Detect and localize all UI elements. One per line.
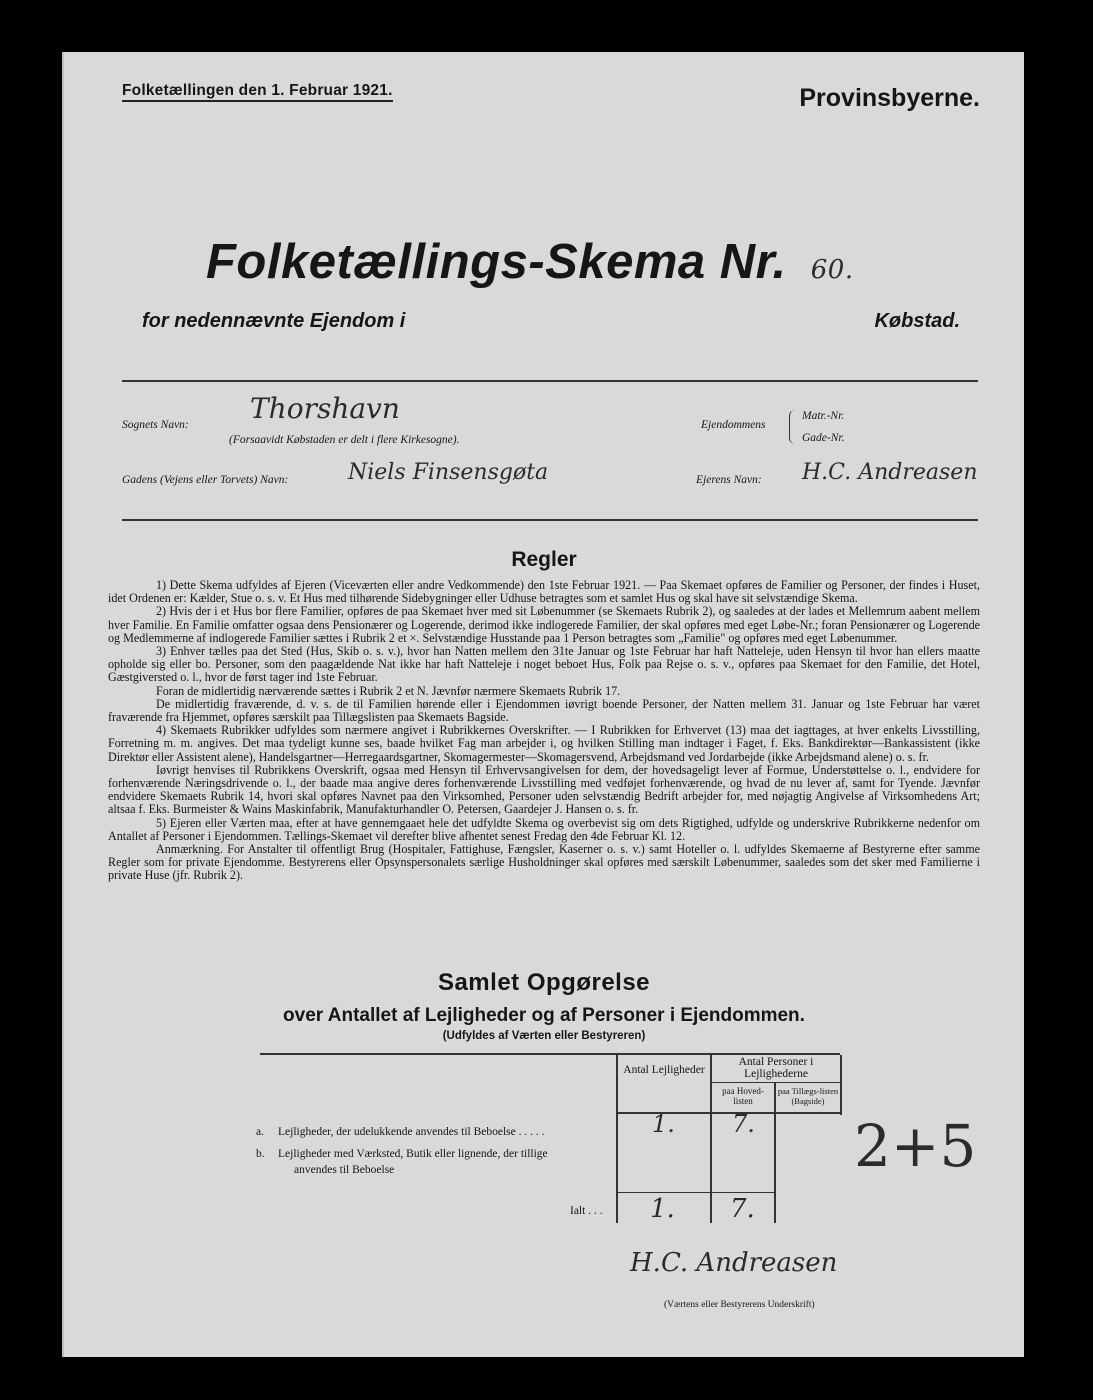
rule-paragraph: 4) Skemaets Rubrikker udfyldes som nærmere angivet i Rubrikkernes Overskrifter. — I Rubrikken for Erhvervet (13) maa det iagttages, at hver enkelts Livsstilling, Forretning m. m. angives. Det maa tydeligt kunne ses, baade hvilket Fag man arbejder i, og hvilken Stilling man indtager i Faget, f. Eks. Bankdirektør—Bankassistent (ikke Direktør eller Assistent alene), Handelsgartner—Herregaardsgartner, Skomagermester—Skomagersvend, Arbejdsmand ved Jordarbejde (ikke Arbejdsmand alene) o. s. fr. bbox=[108, 723, 980, 764]
owner-label: Ejerens Navn: bbox=[696, 474, 762, 486]
margin-note-handwritten: 2+5 bbox=[854, 1112, 977, 1180]
rule-paragraph: 5) Ejeren eller Værten maa, efter at have gennemgaaet hele det udfyldte Skema og overbevist sig om dets Rigtighed, udfylde og underskrive Rubrikkerne nedenfor om Antallet af Personer i Ejendommen. Tællings-Skemaet vil derefter blive afhentet senest Fredag den 4de Februar Kl. 12. bbox=[108, 815, 980, 843]
rule-bottom bbox=[122, 519, 978, 521]
col-head-persons: Antal Personer i Lejlighederne bbox=[738, 1056, 814, 1080]
rule-paragraph: Iøvrigt henvises til Rubrikkens Overskrift, ogsaa med Hensyn til Erhvervsangivelsen for dem, der hovedsageligt lever af Formue, Understøttelse o. l., endvidere for forhenværende Næringsdrivende o. l., der baade maa angive deres forhenværende Livsstilling med vedføjet forhenværende, og hvad de nu lever af, samt for Tyende. Jævnfør endvidere Skemaets Rubrik 14, hvori skal opføres Navnet paa den Virksomhed, Personer uden selvstændig Bedrift arbejder for, med nøjagtig Angivelse af Virksomhedens Art; altsaa f. Eks. Burmeister & Wains Maskinfabrik, Manufakturhandler O. Petersen, Gaardejer J. Hansen o. s. fr. bbox=[108, 762, 980, 817]
total-persons-handwritten: 7. bbox=[730, 1194, 755, 1224]
row-a-persons-handwritten: 7. bbox=[732, 1110, 755, 1138]
parish-label: Sognets Navn: bbox=[122, 419, 189, 431]
form-number-handwritten: 60. bbox=[810, 255, 854, 285]
row-total-label: Ialt . . . bbox=[570, 1205, 603, 1217]
subtitle-left: for nedennævnte Ejendom i bbox=[142, 310, 406, 332]
row-a-prefix: a. bbox=[256, 1126, 264, 1138]
rule-paragraph-note: Anmærkning. For Anstalter til offentligt Brug (Hospitaler, Fattighuse, Fængsler, Kaserner o. s. v.) samt Hoteller o. l. udfyldes Skemaerne af Bestyrerne efter samme Regler som for private Ejendomme. Bestyrerens eller Opsynspersonalets særlige Husholdninger skal opføres med særskilt Løbenummer, saaledes som det sker med Familierne i private Huse (jfr. Rubrik 2). bbox=[108, 842, 980, 883]
row-a-apartments-handwritten: 1. bbox=[652, 1110, 675, 1138]
table-vline bbox=[840, 1055, 842, 1115]
table-hline bbox=[712, 1082, 840, 1083]
summary-note: (Udfyldes af Værten eller Bestyreren) bbox=[442, 1030, 646, 1042]
street-label: Gadens (Vejens eller Torvets) Navn: bbox=[122, 474, 289, 486]
parish-note: (Forsaavidt Købstaden er delt i flere Kirkesogne). bbox=[229, 434, 460, 446]
col-head-apartments: Antal Lejligheder bbox=[623, 1064, 705, 1076]
rule-paragraph: Foran de midlertidig nærværende sættes i Rubrik 2 et N. Jævnfør nærmere Skemaets Rubrik 17. bbox=[156, 683, 621, 698]
col-head-main-list: paa Hoved-listen bbox=[722, 1086, 764, 1106]
form-title bbox=[64, 234, 1024, 290]
table-hline bbox=[616, 1192, 776, 1193]
signature-caption: (Værtens eller Bestyrerens Underskrift) bbox=[664, 1300, 815, 1310]
parish-value-handwritten: Thorshavn bbox=[250, 392, 400, 425]
summary-subtitle: over Antallet af Lejligheder og af Personer i Ejendommen. bbox=[283, 1005, 805, 1026]
subtitle-right: Købstad. bbox=[874, 310, 960, 332]
rule-paragraph: De midlertidig fraværende, d. v. s. de til Familien hørende eller i Ejendommen iøvrigt boende Personer, der Natten mellem 31. Januar og 1ste Februar har været fraværende fra Hjemmet, opføres særskilt paa Tillægslisten paa Skemaets Bagside. bbox=[108, 696, 980, 725]
region-header: Provinsbyerne. bbox=[799, 84, 980, 112]
form-title-text: Folketællings-Skema Nr. bbox=[206, 235, 787, 289]
brace bbox=[789, 410, 796, 444]
owner-value-handwritten: H.C. Andreasen bbox=[802, 460, 978, 485]
row-b-label-2: anvendes til Beboelse bbox=[294, 1164, 395, 1176]
rules-title: Regler bbox=[511, 548, 577, 571]
summary-title: Samlet Opgørelse bbox=[437, 969, 651, 996]
total-apartments-handwritten: 1. bbox=[650, 1194, 675, 1224]
table-vline bbox=[616, 1055, 618, 1223]
rule-paragraph: 3) Enhver tælles paa det Sted (Hus, Skib o. s. v.), hvor han Natten mellem den 31te Januar og 1ste Februar har haft Natteleje, uden Hensyn til hvor han ellers maatte opholde sig eller bo. Personer, som den paagældende Nat ikke har haft Natteleje i noget beboet Hus, Folk paa Rejse o. s. v., opføres paa Skemaet for den Familie, det Hotel, Gæstgiversted o. l., hvor de først tager ind 1ste Februar. bbox=[108, 644, 980, 685]
row-a-label: Lejligheder, der udelukkende anvendes til Beboelse . . . . . bbox=[278, 1126, 545, 1138]
row-b-prefix: b. bbox=[256, 1148, 265, 1160]
rules-text bbox=[108, 579, 980, 883]
rule-paragraph: 2) Hvis der i et Hus bor flere Familier, opføres de paa Skemaet hver med sit Løbenummer (se Skemaets Rubrik 2), og saaledes at der lades et Mellemrum aabent mellem hver Familie. En Familie omfatter ogsaa dens Pensionærer og Logerende, derimod ikke indlogerede Familier, der skal opføres med eget Løbe-Nr.; foran Pensionærer og Logerende og Medlemmerne af indlogerede Familier sættes i Rubrik 2 et ×. Selvstændige Husstande paa 1 Person betragtes som „Familie" og opføres med eget Løbenummer. bbox=[108, 604, 980, 645]
row-b-label-1: Lejligheder med Værksted, Butik eller lignende, der tillige bbox=[278, 1148, 548, 1160]
matr-label: Matr.-Nr. bbox=[802, 410, 845, 422]
census-form-page bbox=[62, 52, 1024, 1357]
gade-label: Gade-Nr. bbox=[802, 432, 845, 444]
property-label: Ejendommens bbox=[701, 419, 766, 431]
rule-paragraph: 1) Dette Skema udfyldes af Ejeren (Viceværten eller andre Vedkommende) den 1ste Februar 1921. — Paa Skemaet opføres de Familier og Personer, der findes i Huset, idet Ordenen er: Kælder, Stue o. s. v. Et Hus med tilhørende Sidebygninger eller Udhuse betragtes som et samlet Hus og skal have sit selvstændige Skema. bbox=[108, 578, 980, 606]
rule-top bbox=[122, 380, 978, 382]
street-value-handwritten: Niels Finsensgøta bbox=[348, 460, 549, 485]
table-top-rule bbox=[260, 1053, 840, 1055]
table-vline bbox=[710, 1055, 712, 1223]
col-head-supplement: paa Tillægs-listen (Bagside) bbox=[777, 1086, 839, 1106]
table-hline bbox=[616, 1112, 840, 1114]
census-date-header: Folketællingen den 1. Februar 1921. bbox=[122, 82, 393, 102]
signature-handwritten: H.C. Andreasen bbox=[630, 1248, 838, 1278]
